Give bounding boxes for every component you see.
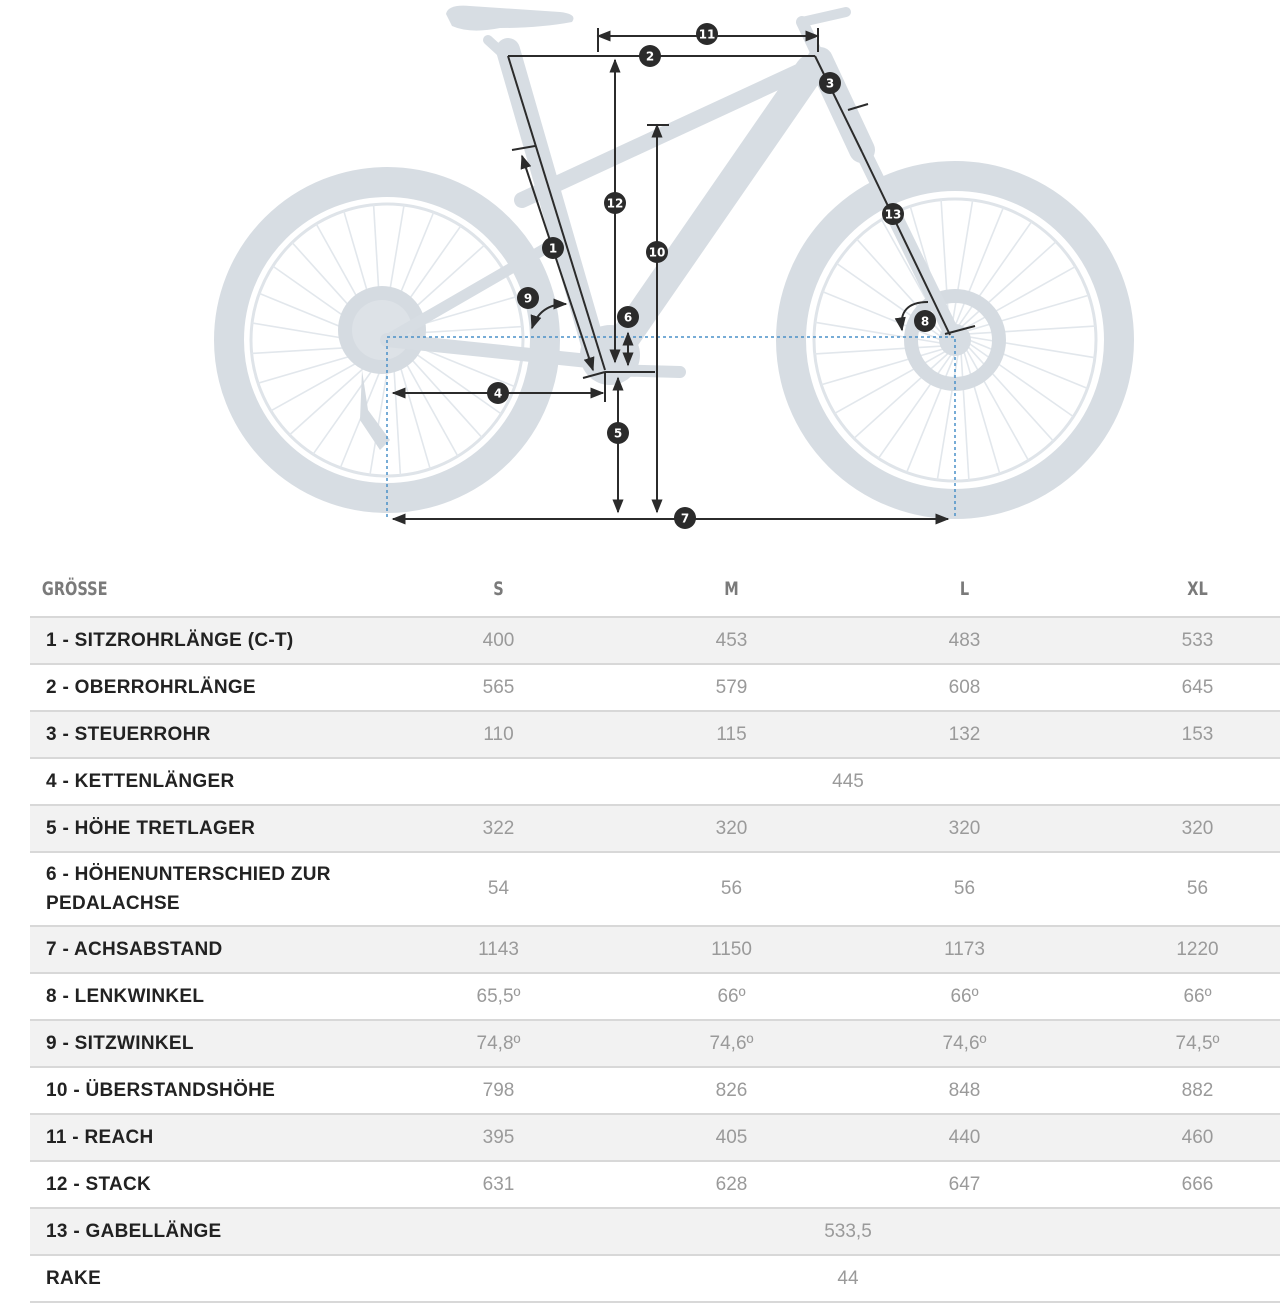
row-value: 647 — [848, 1161, 1081, 1208]
row-value: 579 — [615, 664, 848, 711]
row-value: 320 — [1081, 805, 1280, 852]
row-value: 666 — [1081, 1161, 1280, 1208]
row-value: 882 — [1081, 1067, 1280, 1114]
svg-text:6: 6 — [623, 310, 633, 325]
row-label: 3 - STEUERROHR — [30, 711, 382, 758]
row-value: 153 — [1081, 711, 1280, 758]
row-label: 2 - OBERROHRLÄNGE — [30, 664, 382, 711]
bike-silhouette — [229, 6, 1119, 504]
row-value: 405 — [615, 1114, 848, 1161]
row-value: 460 — [1081, 1114, 1280, 1161]
wheel-spoke — [961, 353, 969, 481]
table-row — [30, 617, 1280, 664]
row-value: 115 — [615, 711, 848, 758]
row-value: 631 — [382, 1161, 615, 1208]
header-size-s: S — [399, 562, 597, 617]
svg-text:2: 2 — [645, 49, 655, 64]
row-value: 483 — [848, 617, 1081, 664]
marker-badge-9 — [517, 287, 539, 309]
marker-badge-12 — [604, 192, 626, 214]
row-value: 320 — [848, 805, 1081, 852]
row-value: 74,6º — [615, 1020, 848, 1067]
row-value: 54 — [382, 852, 615, 926]
table-header-row — [30, 562, 1280, 617]
wheel-spoke — [968, 326, 1096, 334]
table-row — [30, 852, 1280, 926]
table-row — [30, 664, 1280, 711]
table-row — [30, 758, 1280, 805]
row-value: 1150 — [615, 926, 848, 973]
marker-badge-3 — [819, 72, 841, 94]
row-value: 66º — [848, 973, 1081, 1020]
row-label: 7 - ACHSABSTAND — [30, 926, 382, 973]
svg-text:7: 7 — [680, 511, 690, 526]
row-label: 8 - LENKWINKEL — [30, 973, 382, 1020]
row-value: 322 — [382, 805, 615, 852]
row-label: RAKE — [30, 1255, 382, 1302]
row-value: 74,8º — [382, 1020, 615, 1067]
table-row — [30, 1020, 1280, 1067]
rear-cassette — [338, 286, 426, 450]
row-value: 56 — [848, 852, 1081, 926]
row-value: 74,6º — [848, 1020, 1081, 1067]
table-row — [30, 1208, 1280, 1255]
marker-badge-2 — [639, 45, 661, 67]
row-label: 4 - KETTENLÄNGER — [30, 758, 382, 805]
row-value: 44 — [382, 1255, 1280, 1302]
table-row — [30, 1067, 1280, 1114]
svg-text:5: 5 — [613, 426, 623, 441]
svg-text:13: 13 — [884, 207, 902, 222]
row-value: 1220 — [1081, 926, 1280, 973]
header-size-l: L — [865, 562, 1063, 617]
row-label: 9 - SITZWINKEL — [30, 1020, 382, 1067]
row-value: 440 — [848, 1114, 1081, 1161]
row-value: 445 — [382, 758, 1280, 805]
marker-badge-10 — [646, 241, 668, 263]
table-row — [30, 973, 1280, 1020]
marker-badge-13 — [882, 203, 904, 225]
row-value: 565 — [382, 664, 615, 711]
row-value: 56 — [1081, 852, 1280, 926]
table-row — [30, 1255, 1280, 1302]
row-value: 320 — [615, 805, 848, 852]
svg-text:4: 4 — [493, 386, 503, 401]
row-label: 1 - SITZROHRLÄNGE (C-T) — [30, 617, 382, 664]
svg-text:8: 8 — [920, 314, 930, 329]
marker-badge-4 — [487, 382, 509, 404]
wheel-spoke — [815, 346, 943, 354]
marker-badge-6 — [617, 306, 639, 328]
table-row — [30, 926, 1280, 973]
geometry-table — [30, 562, 1280, 1303]
row-value: 608 — [848, 664, 1081, 711]
row-value: 74,5º — [1081, 1020, 1280, 1067]
svg-text:11: 11 — [698, 27, 716, 42]
svg-text:10: 10 — [648, 245, 666, 260]
row-value: 110 — [382, 711, 615, 758]
table-row — [30, 711, 1280, 758]
row-value: 848 — [848, 1067, 1081, 1114]
row-value: 66º — [615, 973, 848, 1020]
saddle — [446, 6, 574, 31]
row-label: 6 - HÖHENUNTERSCHIED ZUR PEDALACHSE — [30, 852, 382, 926]
row-value: 1173 — [848, 926, 1081, 973]
header-size-xl: XL — [1098, 562, 1280, 617]
row-value: 56 — [615, 852, 848, 926]
row-value: 1143 — [382, 926, 615, 973]
svg-text:3: 3 — [825, 76, 835, 91]
header-size-m: M — [632, 562, 830, 617]
header-size-label: GRÖSSE — [30, 562, 329, 617]
row-label: 13 - GABELLÄNGE — [30, 1208, 382, 1255]
row-value: 66º — [1081, 973, 1280, 1020]
table-row — [30, 1114, 1280, 1161]
svg-text:12: 12 — [606, 196, 624, 211]
row-value: 453 — [615, 617, 848, 664]
row-value: 65,5º — [382, 973, 615, 1020]
row-value: 628 — [615, 1161, 848, 1208]
row-value: 132 — [848, 711, 1081, 758]
row-value: 395 — [382, 1114, 615, 1161]
row-value: 645 — [1081, 664, 1280, 711]
row-label: 10 - ÜBERSTANDSHÖHE — [30, 1067, 382, 1114]
svg-text:9: 9 — [523, 291, 533, 306]
marker-badge-7 — [674, 507, 696, 529]
row-value: 400 — [382, 617, 615, 664]
marker-badge-1 — [542, 237, 564, 259]
row-value: 798 — [382, 1067, 615, 1114]
bike-geometry-diagram — [0, 0, 1280, 560]
row-value: 533,5 — [382, 1208, 1280, 1255]
row-label: 12 - STACK — [30, 1161, 382, 1208]
row-value: 533 — [1081, 617, 1280, 664]
row-label: 11 - REACH — [30, 1114, 382, 1161]
marker-badge-5 — [607, 422, 629, 444]
marker-badge-11 — [696, 23, 718, 45]
svg-text:1: 1 — [548, 241, 558, 256]
table-row — [30, 805, 1280, 852]
table-row — [30, 1161, 1280, 1208]
marker-badge-8 — [914, 310, 936, 332]
row-label: 5 - HÖHE TRETLAGER — [30, 805, 382, 852]
row-value: 826 — [615, 1067, 848, 1114]
